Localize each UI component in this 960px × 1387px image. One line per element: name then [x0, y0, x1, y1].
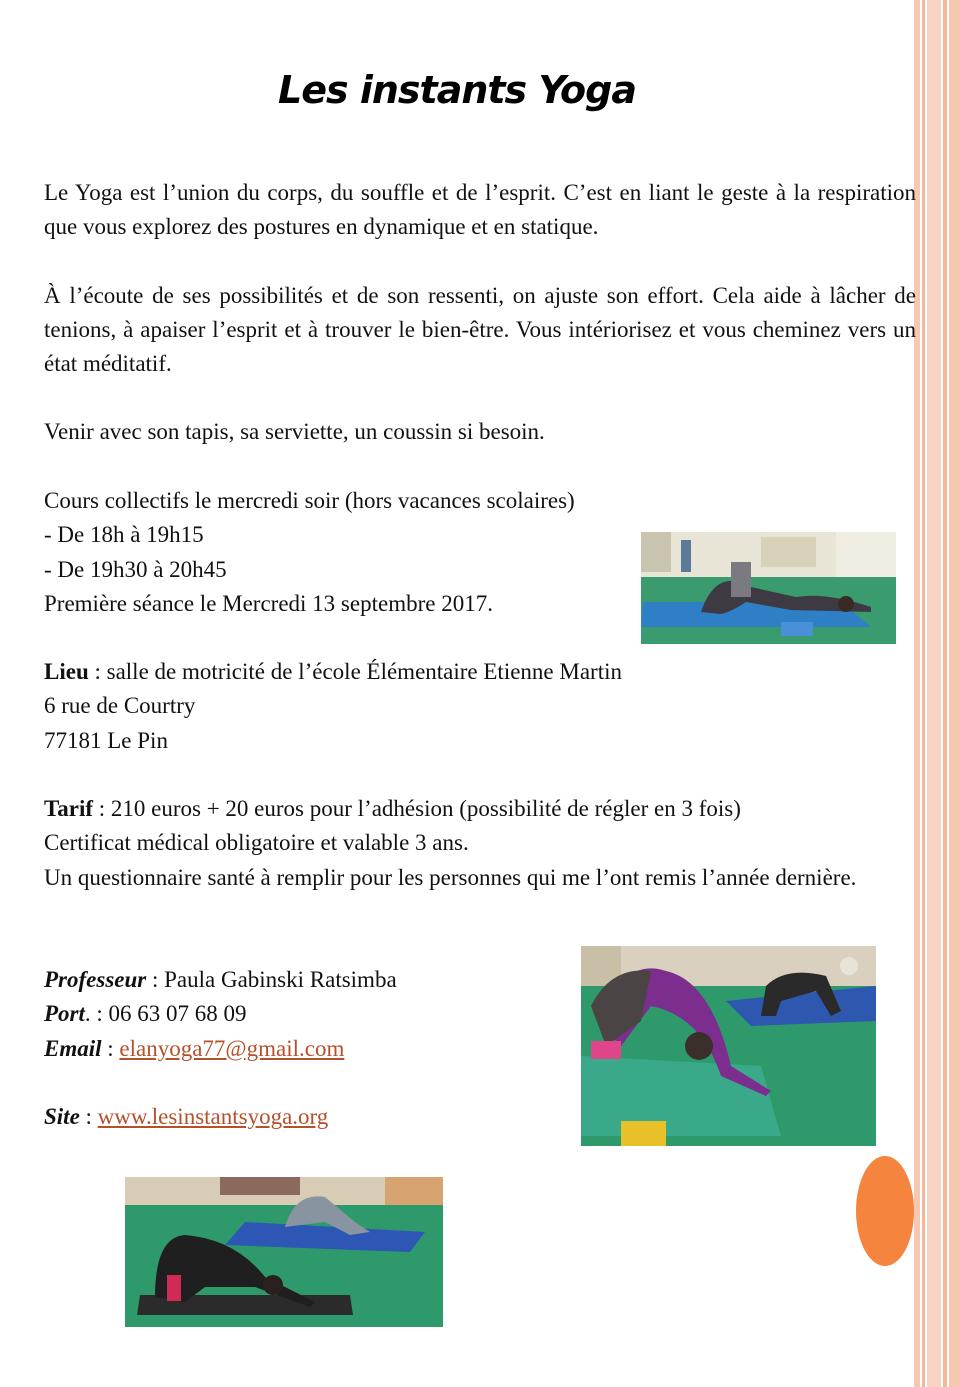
location-value: : salle de motricité de l’école Élémentaire Etienne Martin — [88, 659, 622, 684]
schedule-slot-1: - De 18h à 19h15 — [44, 522, 204, 548]
phone-value: . : 06 63 07 68 09 — [84, 1001, 247, 1027]
page-title: Les instants Yoga — [278, 68, 636, 112]
location-label: Lieu — [44, 659, 89, 684]
photo-downward-dog — [581, 946, 876, 1146]
site-label: Site — [44, 1103, 80, 1129]
email-label: Email — [44, 1035, 102, 1061]
pricing-label: Tarif — [44, 796, 93, 821]
decorative-stripes — [914, 0, 960, 1387]
pricing-value: : 210 euros + 20 euros pour l’adhésion (possibilité de régler en 3 fois) — [93, 796, 741, 821]
teacher-value: : Paula Gabinski Ratsimba — [146, 967, 397, 992]
questionnaire-text: Un questionnaire santé à remplir pour les personnes qui me l’ont remis l’année dernière. — [44, 864, 857, 890]
intro-section — [44, 176, 916, 450]
email-link[interactable]: elanyoga77@gmail.com — [119, 1035, 345, 1061]
email-separator: : — [101, 1035, 120, 1061]
site-separator: : — [79, 1103, 98, 1129]
location-street: 6 rue de Courtry — [44, 693, 196, 719]
schedule-heading: Cours collectifs le mercredi soir (hors vacances scolaires) — [44, 488, 575, 513]
decorative-orange-oval — [856, 1156, 914, 1266]
first-session: Première séance le Mercredi 13 septembre 2017. — [44, 590, 493, 616]
phone-label: Port — [44, 1001, 85, 1027]
intro-paragraph-3: Venir avec son tapis, sa serviette, un coussin si besoin. — [44, 419, 545, 445]
schedule-slot-2: - De 19h30 à 20h45 — [44, 556, 227, 582]
certificate-text: Certificat médical obligatoire et valable 3 ans. — [44, 830, 469, 856]
pricing-section — [44, 792, 916, 895]
photo-childs-pose — [125, 1177, 443, 1327]
intro-paragraph-2: À l’écoute de ses possibilités et de son ressenti, on ajuste son effort. Cela aide à lâcher de tenions, à apaiser l’esprit et à trouver le bien-être. Vous intériorisez et vous cheminez vers un état méditatif. — [44, 282, 916, 377]
location-city: 77181 Le Pin — [44, 727, 168, 753]
photo-bridge-pose — [641, 532, 896, 644]
teacher-label: Professeur — [44, 967, 147, 992]
location-section — [44, 655, 916, 758]
intro-paragraph-1: Le Yoga est l’union du corps, du souffle et de l’esprit. C’est en liant le geste à la respiration que vous explorez des postures en dynamique et en statique. — [44, 180, 916, 240]
site-link[interactable]: www.lesinstantsyoga.org — [97, 1103, 329, 1129]
